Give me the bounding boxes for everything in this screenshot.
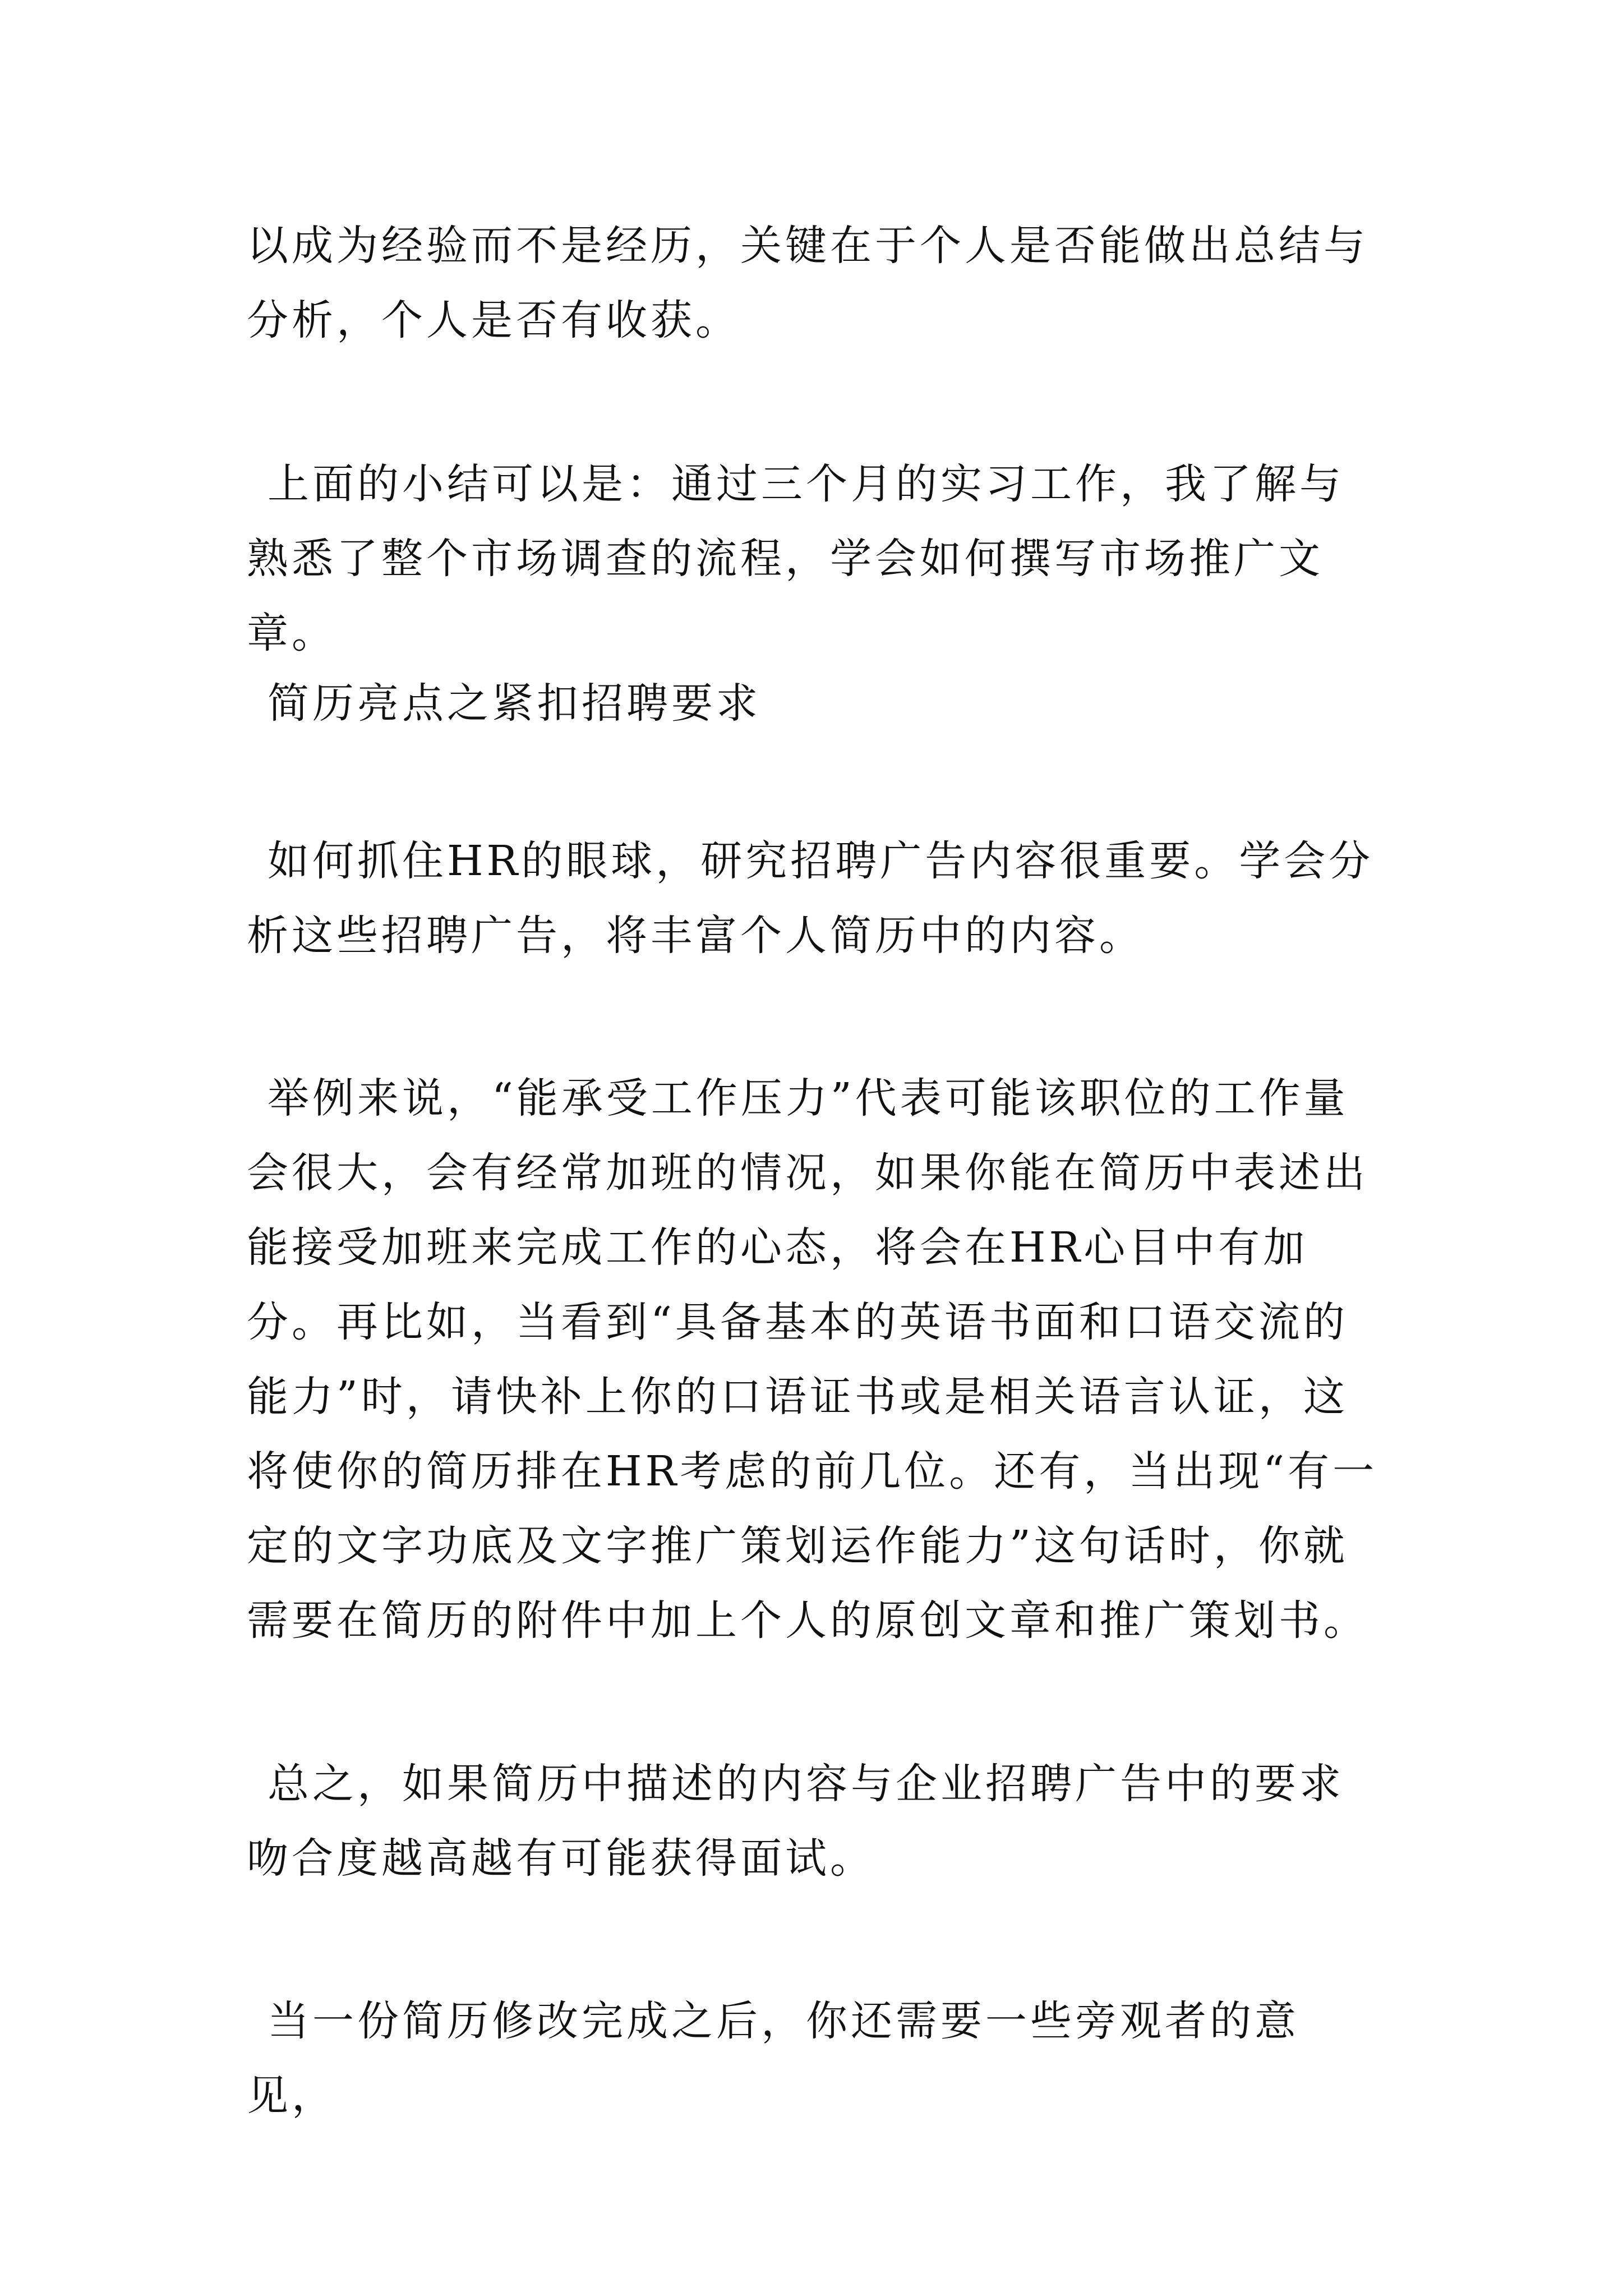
paragraph-example: 举例来说，“能承受工作压力”代表可能该职位的工作量会很大，会有经常加班的情况，如果你能在简历中表述出能接受加班来完成工作的心态，将会在HR心目中有加分。再比如，当看到“具备基本的英语书面和口语交流的能力”时，请快补上你的口语证书或是相关语言认证，这将使你的简历排在HR考虑的前几位。还有，当出现“有一定的文字功底及文字推广策划运作能力”这句话时，你就需要在简历的附件中加上个人的原创文章和推广策划书。 (247, 1074, 1378, 1645)
paragraph-summary-example: 上面的小结可以是：通过三个月的实习工作，我了解与熟悉了整个市场调查的流程，学会如何撰写市场推广文章。 (247, 460, 1344, 657)
section-heading: 简历亮点之紧扣招聘要求 (268, 679, 761, 728)
paragraph-final: 当一份简历修改完成之后，你还需要一些旁观者的意见， (247, 1997, 1299, 2120)
paragraph-conclusion: 总之，如果简历中描述的内容与企业招聘广告中的要求吻合度越高越有可能获得面试。 (247, 1760, 1344, 1883)
paragraph-hr-attention: 如何抓住HR的眼球，研究招聘广告内容很重要。学会分析这些招聘广告，将丰富个人简历中的内容。 (247, 837, 1374, 960)
paragraph-continuation: 以成为经验而不是经历，关键在于个人是否能做出总结与分析，个人是否有收获。 (247, 222, 1368, 344)
